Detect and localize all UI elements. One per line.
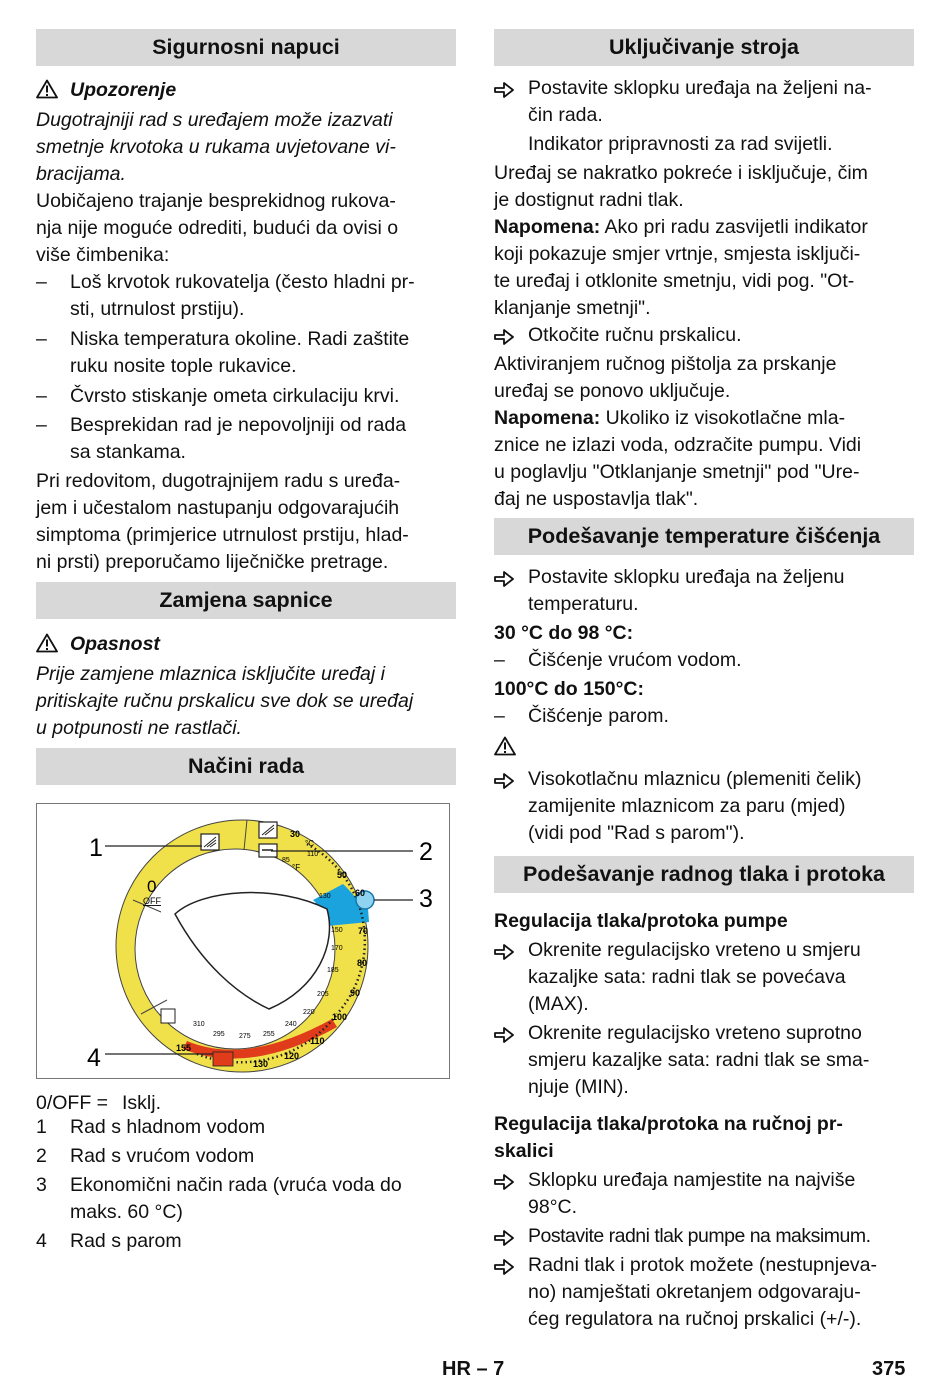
warning-icon <box>494 736 516 756</box>
legend-text: Rad s parom <box>70 1230 182 1252</box>
callout-number: 1 <box>89 834 103 862</box>
temperature-range: 100°C do 150°C: <box>494 678 644 700</box>
footer-section: HR – 7 <box>442 1358 505 1380</box>
paragraph-line: đaj ne uspostavlja tlak". <box>494 488 699 510</box>
paragraph-line: Uređaj se nakratko pokreće i isključuje, čim <box>494 162 868 184</box>
scale-label-c: 80 <box>357 958 368 968</box>
legend-text: Rad s hladnom vodom <box>70 1116 266 1138</box>
list-item-dash: – <box>36 328 47 350</box>
warning-icon <box>36 79 58 99</box>
arrow-icon <box>494 570 514 588</box>
page-number: 375 <box>872 1358 906 1380</box>
steam-icon <box>213 1052 233 1066</box>
scale-label-f: 295 <box>213 1031 225 1038</box>
paragraph-line: Uobičajeno trajanje besprekidnog rukova- <box>36 190 396 212</box>
list-item-dash: – <box>36 414 47 436</box>
arrow-icon <box>494 1229 514 1247</box>
list-item-text: sti, utrnulost prstiju). <box>70 298 245 320</box>
danger-text-line: pritiskajte ručnu prskalicu sve dok se uređaj <box>36 690 414 712</box>
list-item-text: ruku nosite tople rukavice. <box>70 355 297 377</box>
paragraph-line: uređaj se ponovo uključuje. <box>494 380 731 402</box>
step-text: kazaljke sata: radni tlak se povećava <box>528 966 846 988</box>
step-text: Postavite radni tlak pumpe na maksimum. <box>528 1225 871 1247</box>
section-heading-pressure: Podešavanje radnog tlaka i protoka <box>494 856 914 893</box>
note-line <box>494 214 868 241</box>
list-item-text: Čišćenje vrućom vodom. <box>528 649 742 671</box>
scale-label-f: 110 <box>307 851 319 858</box>
mode-dial-diagram <box>36 803 450 1079</box>
section-heading-startup: Uključivanje stroja <box>494 29 914 66</box>
scale-label-c: 30 <box>290 829 301 839</box>
step-text: Sklopku uređaja namjestite na najviše <box>528 1169 856 1191</box>
paragraph-line: jem i učestalom nastupanju odgovarajućih <box>36 497 400 519</box>
step-text: temperaturu. <box>528 593 639 615</box>
callout-number: 4 <box>87 1044 101 1072</box>
section-heading-safety: Sigurnosni napuci <box>36 29 456 66</box>
callout-number: 2 <box>419 838 433 866</box>
legend-number: 2 <box>36 1145 47 1167</box>
section-heading-temperature: Podešavanje temperature čišćenja <box>494 518 914 555</box>
paragraph-line: Pri redovitom, dugotrajnijem radu s uređa- <box>36 470 401 492</box>
list-item-text: Niska temperatura okoline. Radi zaštite <box>70 328 410 350</box>
temperature-range: 30 °C do 98 °C: <box>494 622 634 644</box>
mode-dial-svg <box>37 804 449 1078</box>
step-text: njuje (MIN). <box>528 1076 629 1098</box>
arrow-icon <box>494 943 514 961</box>
legend-off-label: 0/OFF = <box>36 1092 109 1114</box>
subheading: skalici <box>494 1140 554 1162</box>
paragraph-line: klanjanje smetnji". <box>494 297 651 319</box>
paragraph-line: je dostignut radni tlak. <box>494 189 684 211</box>
scale-label-f: 205 <box>317 991 329 998</box>
legend-number: 4 <box>36 1230 47 1252</box>
scale-label-f: 255 <box>263 1031 275 1038</box>
subheading: Regulacija tlaka/protoka pumpe <box>494 910 788 932</box>
note-label: Napomena: <box>494 407 601 429</box>
step-text: Postavite sklopku uređaja na željeni na- <box>528 77 872 99</box>
danger-title: Opasnost <box>70 633 160 655</box>
dial-zero-label: 0 <box>147 877 157 896</box>
note-text: Ako pri radu zasvijetli indikator <box>600 216 868 238</box>
step-text: no) namještati okretanjem odgovaraju- <box>528 1281 861 1303</box>
warning-title: Upozorenje <box>70 79 177 101</box>
list-item-text: Loš krvotok rukovatelja (često hladni pr- <box>70 271 415 293</box>
unit-celsius: °C <box>305 839 314 848</box>
step-text: (MAX). <box>528 993 589 1015</box>
paragraph-line: simptoma (primjerice utrnulost prstiju, hlad- <box>36 524 409 546</box>
note-text: Ukoliko iz visokotlačne mla- <box>600 407 846 429</box>
warning-text-line: bracijama. <box>36 163 126 185</box>
step-text: zamijenite mlaznicom za paru (mjed) <box>528 795 846 817</box>
list-item-dash: – <box>36 271 47 293</box>
step-text: Otkočite ručnu prskalicu. <box>528 324 742 346</box>
warning-heading <box>36 77 176 104</box>
list-item-dash: – <box>494 705 505 727</box>
section-heading-modes: Načini rada <box>36 748 456 785</box>
scale-label-c: 90 <box>350 988 361 998</box>
note-label: Napomena: <box>494 216 601 238</box>
list-item-text: Besprekidan rad je nepovoljniji od rada <box>70 414 407 436</box>
step-text: Postavite sklopku uređaja na željenu <box>528 566 845 588</box>
scale-label-c: 110 <box>310 1036 325 1046</box>
step-text: Visokotlačnu mlaznicu (plemeniti čelik) <box>528 768 862 790</box>
scale-label-c: 60 <box>355 888 366 898</box>
step-text: 98°C. <box>528 1196 577 1218</box>
scale-label-f: 185 <box>327 967 339 974</box>
paragraph-line: koji pokazuje smjer vrtnje, smjesta isključi- <box>494 243 861 265</box>
scale-label-c: 130 <box>253 1059 269 1069</box>
warning-text-line: Dugotrajniji rad s uređajem može izazvati <box>36 109 393 131</box>
list-item-text: Čvrsto stiskanje ometa cirkulaciju krvi. <box>70 385 400 407</box>
section-heading-nozzle: Zamjena sapnice <box>36 582 456 619</box>
callout-number: 3 <box>419 885 433 913</box>
scale-label-c: 70 <box>358 926 369 936</box>
scale-label-f: 275 <box>239 1033 251 1040</box>
legend-number: 1 <box>36 1116 47 1138</box>
warning-icon <box>36 633 58 653</box>
paragraph-line: ni prsti) preporučamo liječničke pretrage. <box>36 551 389 573</box>
scale-label-c: 120 <box>284 1051 300 1061</box>
paragraph-line: Aktiviranjem ručnog pištolja za prskanje <box>494 353 837 375</box>
step-text: (vidi pod "Rad s parom"). <box>528 822 745 844</box>
scale-label-f: 220 <box>303 1009 315 1016</box>
scale-label-c: 50 <box>337 870 348 880</box>
legend-off-text: Isklj. <box>122 1092 161 1114</box>
arrow-icon <box>494 772 514 790</box>
list-item-text: Čišćenje parom. <box>528 705 669 727</box>
danger-heading <box>36 631 160 658</box>
warning-text-line: smetnje krvotoka u rukama uvjetovane vi- <box>36 136 396 158</box>
scale-label-f: 85 <box>282 857 290 864</box>
arrow-icon <box>494 1173 514 1191</box>
paragraph-line: znice ne izlazi voda, odzračite pumpu. Vidi <box>494 434 862 456</box>
step-text: Indikator pripravnosti za rad svijetli. <box>528 133 833 155</box>
dial-off-label: OFF <box>143 896 161 906</box>
step-text: ćeg regulatora na ručnoj prskalici (+/-). <box>528 1308 862 1330</box>
arrow-icon <box>494 328 514 346</box>
danger-text-line: u potpunosti ne rastlači. <box>36 717 242 739</box>
scale-label-f: 130 <box>319 893 331 900</box>
step-text: Okrenite regulacijsko vreteno suprotno <box>528 1022 862 1044</box>
scale-label-f: 170 <box>331 945 343 952</box>
scale-label-f: 310 <box>193 1021 205 1028</box>
subheading: Regulacija tlaka/protoka na ručnoj pr- <box>494 1113 843 1135</box>
paragraph-line: više čimbenika: <box>36 244 170 266</box>
legend-number: 3 <box>36 1174 47 1196</box>
legend-text: maks. 60 °C) <box>70 1201 183 1223</box>
list-item-text: sa stankama. <box>70 441 186 463</box>
step-text: Radni tlak i protok možete (nestupnjeva- <box>528 1254 878 1276</box>
arrow-icon <box>494 81 514 99</box>
unit-fahrenheit: °F <box>292 863 301 872</box>
arrow-icon <box>494 1258 514 1276</box>
paragraph-line: te uređaj i otklonite smetnju, vidi pog. "Ot- <box>494 270 855 292</box>
temperature-icon <box>161 1009 175 1023</box>
scale-label-c: 100 <box>332 1012 348 1022</box>
scale-label-f: 150 <box>331 927 343 934</box>
step-text: smjeru kazaljke sata: radni tlak se sma- <box>528 1049 870 1071</box>
step-text: Okrenite regulacijsko vreteno u smjeru <box>528 939 861 961</box>
arrow-icon <box>494 1026 514 1044</box>
danger-text-line: Prije zamjene mlaznica isključite uređaj i <box>36 663 385 685</box>
paragraph-line: nja nije moguće odrediti, budući da ovisi o <box>36 217 399 239</box>
scale-label-f: 155 <box>176 1043 192 1053</box>
list-item-dash: – <box>36 385 47 407</box>
scale-label-f: 240 <box>285 1021 297 1028</box>
list-item-dash: – <box>494 649 505 671</box>
legend-text: Rad s vrućom vodom <box>70 1145 255 1167</box>
note-line <box>494 405 845 432</box>
step-text: čin rada. <box>528 104 603 126</box>
paragraph-line: u poglavlju "Otklanjanje smetnji" pod "Ure- <box>494 461 860 483</box>
legend-text: Ekonomični način rada (vruća voda do <box>70 1174 402 1196</box>
